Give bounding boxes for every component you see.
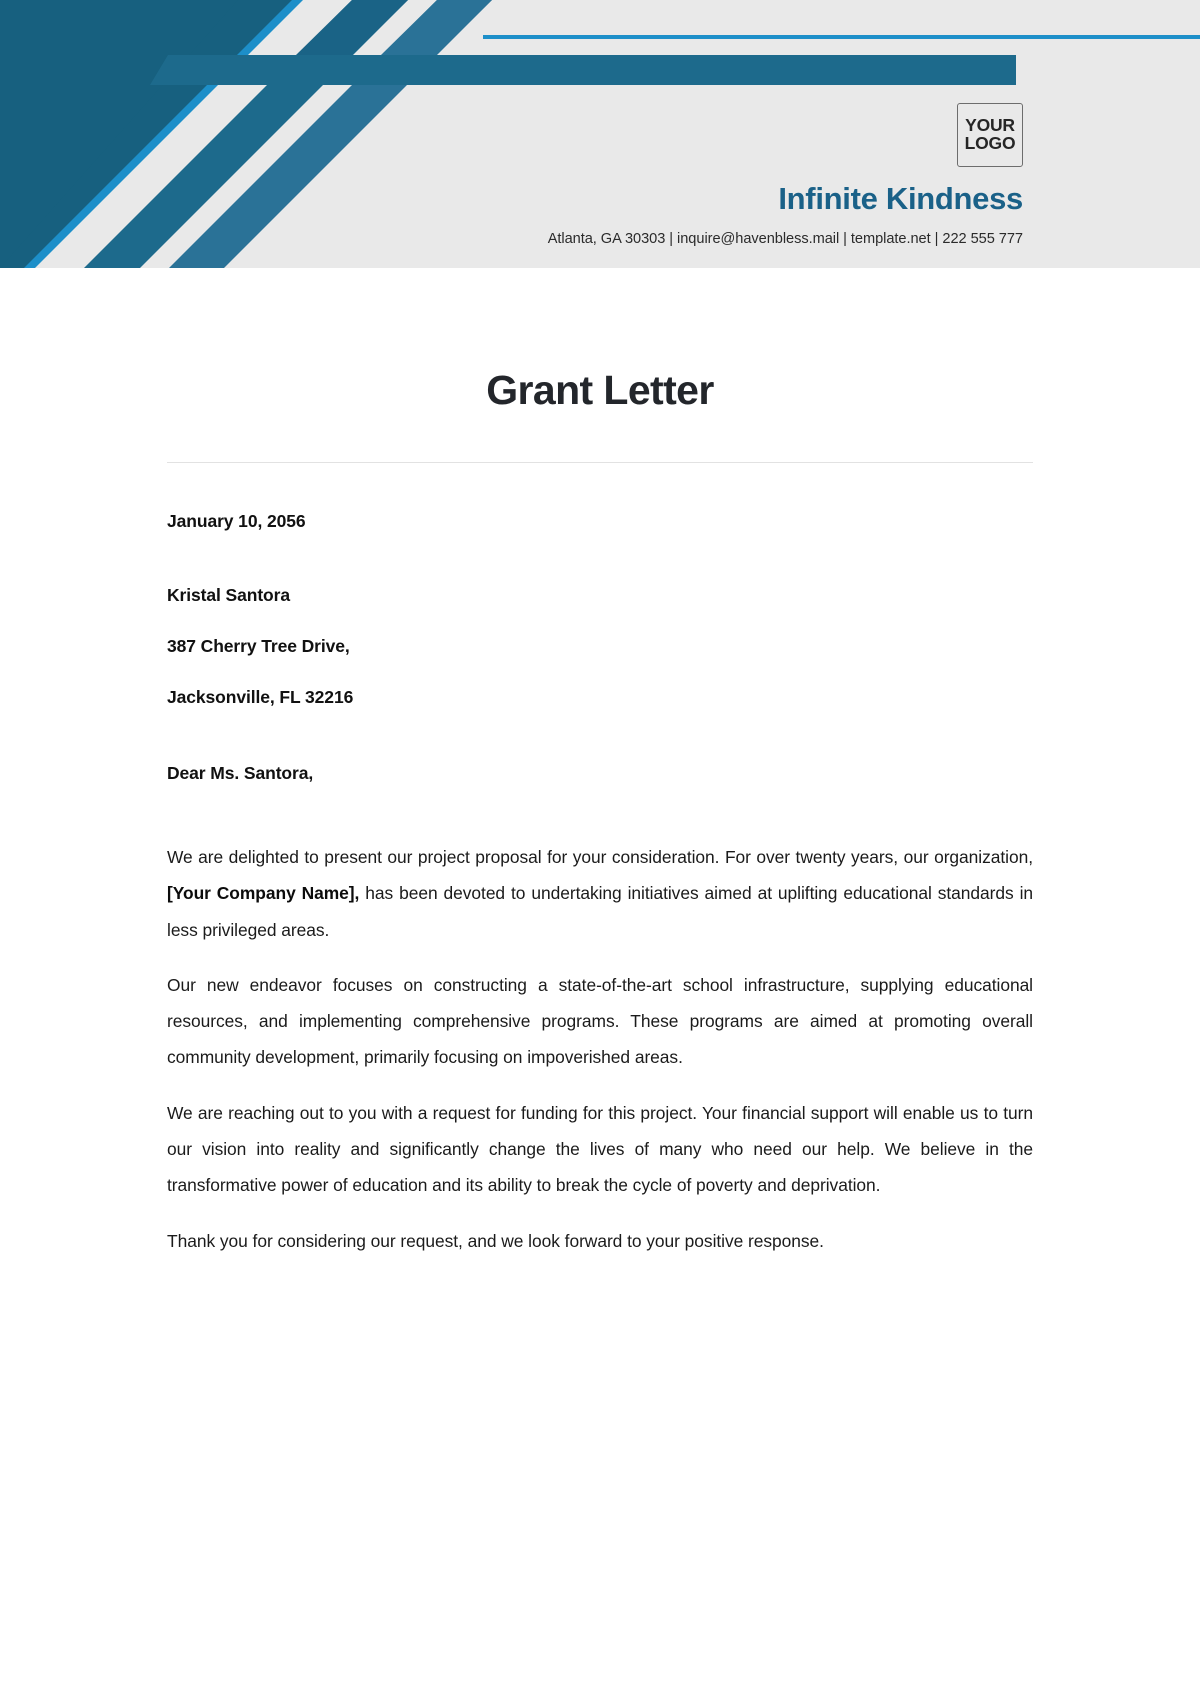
body-paragraph-4: Thank you for considering our request, and we look forward to your positive response. [167, 1230, 824, 1251]
contact-info-line: Atlanta, GA 30303 | inquire@havenbless.mail | template.net | 222 555 777 [547, 231, 1023, 247]
logo-placeholder [957, 103, 1023, 167]
recipient-city-state-zip: Jacksonville, FL 32216 [167, 687, 354, 707]
logo-line-1: YOUR [965, 115, 1015, 136]
company-name-placeholder: [Your Company Name], [167, 883, 360, 904]
letter-date: January 10, 2056 [167, 511, 306, 531]
company-name: Infinite Kindness [778, 181, 1023, 216]
page-title: Grant Letter [486, 367, 714, 413]
recipient-street: 387 Cherry Tree Drive, [167, 636, 350, 656]
recipient-name: Kristal Santora [167, 585, 290, 605]
paragraph-1-text-before: We are delighted to present our project proposal for your consideration. For over twenty years, our organization, [167, 847, 1033, 867]
logo-line-2: LOGO [964, 133, 1016, 153]
salutation: Dear Ms. Santora, [167, 763, 314, 783]
paragraph-1-text-after: has been devoted to undertaking initiatives aimed at uplifting educational standards in less privileged areas. [167, 883, 1033, 940]
letter-body [167, 463, 1033, 1259]
body-paragraph-1 [167, 839, 1033, 948]
body-paragraph-3: We are reaching out to you with a request for funding for this project. Your financial support will enable us to turn our vision into reality and significantly change the lives of many who need our help. We believe in the transformative power of education and its ability to break the cycle of poverty and deprivation. [167, 1102, 1033, 1196]
letterhead-banner [0, 0, 1200, 268]
body-paragraph-2: Our new endeavor focuses on constructing a state-of-the-art school infrastructure, supplying educational resources, and implementing comprehensive programs. These programs are aimed at promoting overall community development, primarily focusing on impoverished areas. [167, 974, 1033, 1068]
